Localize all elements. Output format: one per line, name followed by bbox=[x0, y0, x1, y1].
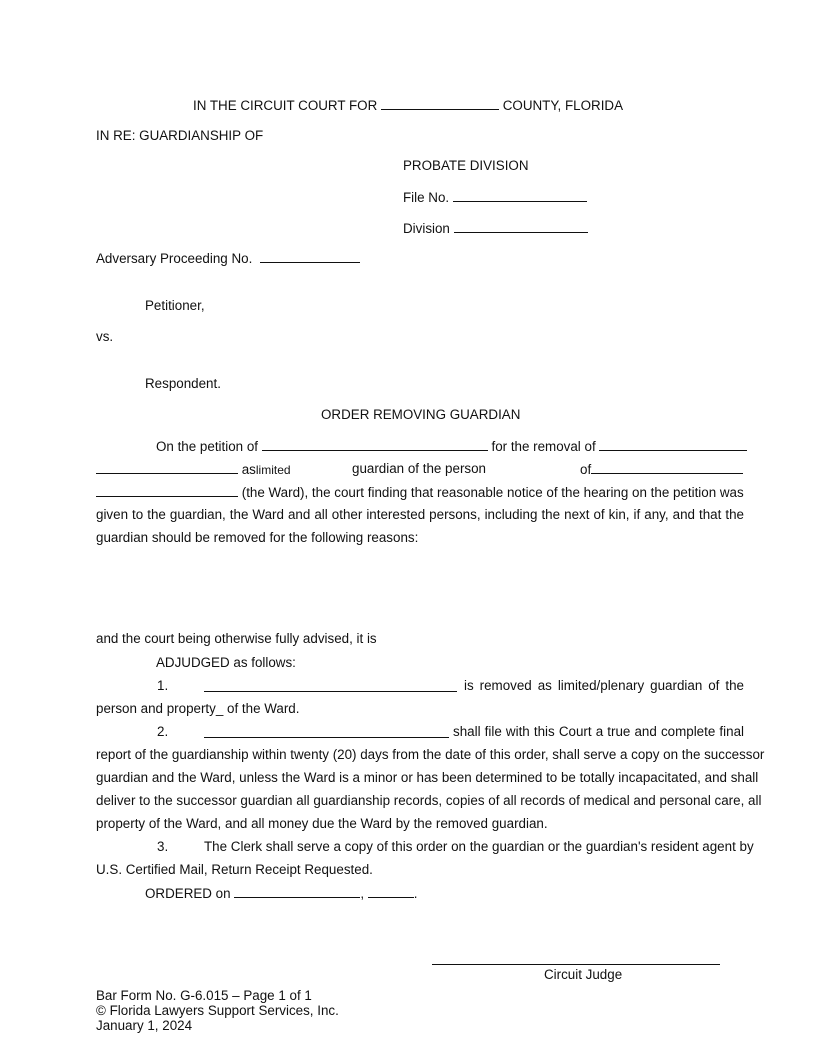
item-2-text-d: deliver to the successor guardian all guardianship records, copies of all records of medical and personal care, all bbox=[96, 793, 762, 808]
item-1-text-cont: person and property_ of the Ward. bbox=[96, 701, 300, 716]
guardian-name-blank[interactable] bbox=[599, 438, 747, 451]
of-line: of bbox=[580, 461, 743, 478]
court-heading: IN THE CIRCUIT COURT FOR COUNTY, FLORIDA bbox=[193, 98, 624, 113]
guardian-name-continued-blank[interactable] bbox=[96, 461, 238, 474]
file-no-blank[interactable] bbox=[453, 189, 587, 202]
body-line-4: given to the guardian, the Ward and all other interested persons, including the next of kin, if any, and that the bbox=[96, 507, 744, 522]
vs-label: vs. bbox=[96, 329, 114, 344]
item-2-text-b: report of the guardianship within twenty (20) days from the date of this order, shall serve a copy on the successor bbox=[96, 747, 765, 762]
petitioner-label: Petitioner, bbox=[145, 298, 205, 313]
ordered-date-blank[interactable] bbox=[234, 885, 360, 898]
footer-form-number: Bar Form No. G-6.015 – Page 1 of 1 bbox=[96, 988, 312, 1003]
item-1-number: 1. bbox=[157, 678, 169, 693]
county-blank[interactable] bbox=[381, 97, 499, 110]
body-line-1: On the petition of for the removal of bbox=[156, 438, 747, 455]
adversary-line: Adversary Proceeding No. bbox=[96, 250, 360, 267]
item-3-number: 3. bbox=[157, 839, 169, 854]
ordered-line: ORDERED on , . bbox=[145, 886, 418, 901]
advised-line: and the court being otherwise fully advised, it is bbox=[96, 631, 377, 646]
petitioner-name-blank[interactable] bbox=[262, 438, 488, 451]
item-1-text: is removed as limited/plenary guardian of the bbox=[464, 678, 744, 693]
order-title: ORDER REMOVING GUARDIAN bbox=[321, 407, 521, 422]
body-line-3: (the Ward), the court finding that reasonable notice of the hearing on the petition was bbox=[96, 484, 744, 501]
footer-date: January 1, 2024 bbox=[96, 1018, 193, 1033]
item-2-text-e: property of the Ward, and all money due the Ward by the removed guardian. bbox=[96, 816, 548, 831]
signature-line[interactable] bbox=[432, 964, 720, 965]
body-line-5: guardian should be removed for the following reasons: bbox=[96, 530, 419, 545]
item-3-text: The Clerk shall serve a copy of this order on the guardian or the guardian's resident agent by bbox=[204, 839, 754, 854]
body-line-2: aslimited bbox=[96, 461, 291, 478]
guardian-of-person-text: guardian of the person bbox=[352, 461, 487, 476]
item-2-name-blank[interactable] bbox=[204, 737, 449, 738]
ordered-year-blank[interactable] bbox=[368, 885, 414, 898]
file-no-line: File No. bbox=[403, 189, 587, 206]
respondent-label: Respondent. bbox=[145, 376, 221, 391]
adjudged-line: ADJUDGED as follows: bbox=[156, 655, 296, 670]
ward-name-blank[interactable] bbox=[591, 461, 743, 474]
probate-division: PROBATE DIVISION bbox=[403, 158, 529, 173]
circuit-judge-label: Circuit Judge bbox=[544, 967, 623, 982]
item-3-text-b: U.S. Certified Mail, Return Receipt Requested. bbox=[96, 862, 373, 877]
division-blank[interactable] bbox=[454, 220, 588, 233]
footer-copyright: © Florida Lawyers Support Services, Inc. bbox=[96, 1003, 339, 1018]
in-re-heading: IN RE: GUARDIANSHIP OF bbox=[96, 128, 264, 143]
item-2-text: shall file with this Court a true and complete final bbox=[453, 724, 744, 739]
division-line: Division bbox=[403, 220, 588, 237]
item-1-name-blank[interactable] bbox=[204, 691, 457, 692]
adversary-no-blank[interactable] bbox=[260, 250, 360, 263]
item-2-text-c: guardian and the Ward, unless the Ward is a minor or has been determined to be totally incapacitated, and shall bbox=[96, 770, 759, 785]
item-2-number: 2. bbox=[157, 724, 169, 739]
ward-name-continued-blank[interactable] bbox=[96, 484, 238, 497]
